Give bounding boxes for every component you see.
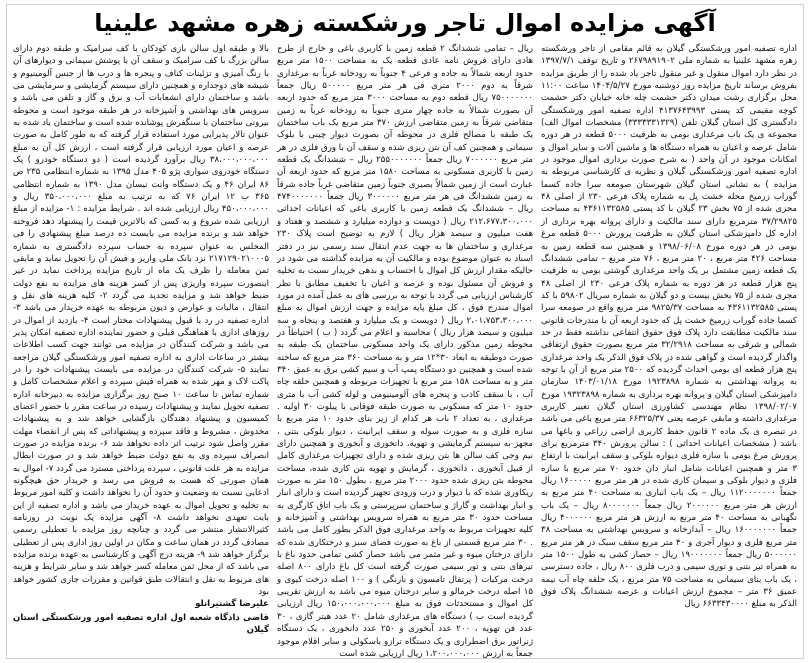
auction-notice — [6, 4, 804, 659]
column-left-text: بالا و طبقه اول سالن بازی کودکان با کف سرامیک و طبقه دوم دارای سالن بزرگ با کف سرامیک و سقف آن با پوشش سیمانی و دیوارهای آن با رنگ آمیزی و تزئینات کناف و پنجره ها و درب ها از جنس آلومینیوم و شیشه های دوجداره و همچنین دارای سیستم گرمایشی و سرمایشی می باشد و ساختمان دارای انشعابات آب و برق و گاز و تلفن می باشد و سرویس های بهداشتی و آشپزخانه در هر طبقه موجود است و محوطه بیرونی ساختمان با سنگفرش پوشانده شده است و ساختمان یاد شده به عنوان تالار پذیرایی مورد استفاده قرار گرفته که به طور کامل به صورت عرصه و اعیان مورد ارزیابی قرار گرفته است ، ارزش کل آن به مبلغ ۳۸،۰۰۰،۰۰۰،۰۰۰ ریال برآورد گردیده است ( دو دستگاه خودرو ) یک دستگاه خودروی سواری پژو ۴۰۵ مدل ۱۳۹۵ به شماره انتظامی ۲۳۵ ص ۸۶ ایران ۴۶ و یک دستگاه وانت نیسان مدل ۱۳۹۰ به شماره انتظامی ۳۶۵ ب ۱۲ ایران ۷۶ که به ترتیب به مبلغ ۳۵۰،۰۰۰،۰۰۰ ریال و ۴۵۰،۰۰۰،۰۰۰ ریال ارزیابی شده اند . شرایط مزایده : ۱- مزایده از مبلغ ارزیابی شده شروع و به کسی که بالاترین قیمت را پیشنهاد دهد فروخته خواهد شد و برنده مزایده می بایست ده درصد مبلغ پیشنهادی را فی المجلس به عنوان سپرده به حساب سپرده دادگستری به شماره ۲۱۷۱۲۹۰۲۱۰۰۰۵ نزد بانک ملی واریز و فیش آن را تحویل نماید و مابقی ثمن معامله را ظرف یک ماه از تاریخ مزایده پرداخت نماید در غیر اینصورت سپرده واریزی پس از کسر هزینه های مزایده به نفع دولت ضبط خواهد شد و مزایده تجدید می گردد ۲- کلیه هزینه های نقل و انتقال ، مالیات و عوارض و دیون مربوطه به عهده خریدار می باشد ۳- اداره تصفیه در رد یا قبول پیشنهادات مختار است ۴- بازدید از اموال در روزهای اداری با هماهنگی قبلی و حضور نماینده اداره تصفیه امکان پذیر می باشد و شرکت کنندگان در مزایده می توانند جهت کسب اطلاعات بیشتر در ساعات اداری به اداره تصفیه امور ورشکستگی گیلان مراجعه نمایند ۵- شرکت کنندگان در مزایده می بایست پیشنهادات خود را در پاکت لاک و مهر شده به همراه فیش سپرده و اعلام مشخصات کامل و شماره تماس تا ساعت ۱۰ صبح روز برگزاری مزایده به دبیرخانه اداره تصفیه تحویل نمایند و پیشنهادات رسیده در ساعت مقرر با حضور اعضای کمیسیون و پیشنهاد دهندگان بازگشایی خواهد شد و به پیشنهادات مخدوش ، مشروط و فاقد سپرده و پیشنهاداتی که پس از انقضاء مهلت مقرر واصل شود ترتیب اثر داده نخواهد شد ۶- برنده مزایده در صورت انصراف سپرده وی به نفع دولت ضبط خواهد شد و در صورت ابطال مزایده به هر علت قانونی ، سپرده پرداختی مسترد می گردد ۷- اموال به همان صورتی که هست به فروش می رسد و خریدار حق هیچگونه ادعایی نسبت به وضعیت و حدود آن را نخواهد داشت و کلیه امور مربوط به تخلیه و تحویل اموال به عهده خریدار می باشد و اداره تصفیه از این بابت تعهدی نخواهد داشت ۸- آگهی مزایده یک نوبت در روزنامه کثیرالانتشار منتشر می گردد و چنانچه روز مزایده با تعطیلی رسمی مصادف گردد در همان ساعت و مکان در اولین روز اداری پس از تعطیلی برگزار خواهد شد ۹- هزینه درج آگهی و کارشناسی به عهده برنده مزایده می باشد که از محل ثمن معامله کسر خواهد شد و سایر شرایط و هزینه های مربوط به نقل و انتقالات طبق قوانین و مقررات جاری کشور خواهد بود — [13, 44, 270, 598]
column-middle — [277, 43, 534, 659]
notice-columns — [7, 43, 803, 659]
column-middle-text: ریال – تمامی ششدانگ ۲ قطعه زمین با کاربری باغی و خارج از طرح هادی دارای فروش نامه عادی قطعه یک به مساحت ۱۵۰۰ متر مربع حدود اربعه شمالاً به جاده و فرعی ۴ جنوباً به رودخانه غرباً به مرغداری شرقاً به دوم ۲۰۰۰ متری فی هر متر مربع ۵۰۰۰۰۰ ریال جمعاً ۷۵۰۰۰۰۰۰۰ ریال قطعه دوم به مساحت ۳۰۰۰ متر مربع که حدود اربعه آن بصورت شمالاً به جاده چهار متری جنوباً به رودخانه غرباً به زمین متقاضی شرقاً به زمین متقاضی ارزش ۳۷۰ متر مربع یک باب ساختمان یک طبقه با مصالح فلزی در محوطه آن بصورت دیوار چینی با بلوک سیمانی و همچنین کف آن بتن ریزی شده و سقف آن با ورق فلزی در هر متر مربع ۷۰۰۰۰۰۰ ریال جمعاً ۲۵۵۰۰۰۰۰۰۰ ریال – ششدانگ یک قطعه زمین با کاربری مسکونی به مساحت ۱۵۸۰ متر مربع که حدود اربعه آن عبارت است از زمین شمالاً بصیری جنوباً زمین متقاضی غرباً جاده شرقاً به زمین ششدانگ فی هر متر مربع ۳۰۰۰۰۰۰ ریال جمعاً ۴۷۴۰۰۰۰۰۰۰ ریال – ششدانگ یک قطعه زمین با کاربری باغی که اعیانات احداثی ۲۱۲،۶۷۷،۳۰۰،۰۰۰ ریال ( دویست و دوازده میلیارد و ششصد و هفتاد و هفت میلیون و سیصد هزار ریال ) لازم به توضیح است پلاک ۲۳۰ مرغداری و ساختمان ها به جهت عدم انتقال سند رسمی نیز در دفتر اسناد به عنوان موضوع بوده و مالکیت آن به مزایده گذاشته می شود در حالیکه مقدار ارزش کل اموال با احتساب و بدهی خریدار نسبت به تخلیه و فروش آن مسئول بوده و عرصه و اعیان با تخفیف مطابق با نظر کارشناس ارزیابی می گردد با توجه به بررسی های به عمل آمده در مورد اموال مندرج فوق ، کل مبلغ پایه مزایده و جهت ارزش اموال به مبلغ ۲،۰۱،۷۵۳،۳۰۰،۰۰۰ ریال ( دویست و یک میلیارد و هفتصد و پنجاه و سه میلیون و سیصد هزار ریال ) محاسبه و اعلام می گردد ( ب ) احتیاطاً در محوطه زمین مذکور دارای یک واحد مسکونی ساختمان یک طبقه به صورت دوطبقه به ابعاد ۳۰*۱۲ متر و به مساحت ۳۶۰ متر مربع که ساخته شده است و همچنین دو دستگاه پمپ آب و سیم کشی برق به عمق ۳۴۰ متر و به مساحت ۱۵۸ متر مربع با تجهیزات مربوطه و همچنین حلقه چاه آب ، با سقف کاذب و پنجره های آلومینیومی و لوله کشی آب با متری حدود ۱۰ متر که مسکونی به صورت طبقه فوقانی با پیلوت ۳۰ اولیه . مرغداری ، به تعداد ۲ باب هر کدام از زیر بنای حدود ۱۰ متر مربع با سازه فلزی و به صورت سوله و سقف ایرانیت ، دیوار بلوکی بتنی ، مجهز به سیستم گرمایشی و تهویه، دانخوری و آبخوری و همچنین دارای نیم وجی کف سالن ها بتن ریزی شده و دارای تجهیزات مرغداری کامل از قبیل آبخوری ، دانخوری ، گرمایش و تهویه بتن کاری شده، مساحت محوطه بتن ریزی شده حدود ۲۰۰۰ متر مربع . بطول ۱۵۰ متر به صورت ریکاوری شده که با دیوار و درب ورودی تجهیز گردیده است و دارای انبار و انبار بهداشت و گاراژ و ساختمان سرپرستی و یک باب اتاق کارگری به مساحت حدود ۳۰ متر مربع به همراه سرویس بهداشتی و آشپزخانه و کلیه تجهیزات مربوط به واحد مرغداری فوق الذکر بطور کامل می باشد . ۳۰ متر مربع قسمتی از باغ به صورت فضای سبز و درختکاری شده که دارای درختان میوه و غیر مثمر می باشد حصار کشی تمامی حدود باغ با تیرهای بتنی و تور سیمی صورت گرفته است کل باغ دارای ۸۰۰ اصله درخت مرکبات ( پرتقال تامسون و نارنگی ) و ۱۰۰ اصله درخت کیوی و ۱۵ اصله درخت خرمالو و سایر درختان میوه می باشد به ارزش تقریبی کل اموال و مستحدثات فوق به مبلغ ۱۵۰،۰۰۰،۰۰۰،۰۰۰ ریال ارزیابی گردیده است ب ) دستگاه های مرغداری شامل ۲۰ عدد هیتر گازی ، ۳۰ عدد فن تهویه ، ۲۰۰ عدد آبخوری و ۲۵۰ عدد دانخوری ، یک دستگاه ژنراتور برق اضطراری و یک دستگاه ترازو باسکولی و سایر اقلام موجود جمعاً به ارزش ۱،۲۰۰،۰۰۰،۰۰۰ ریال ارزیابی شده است — [277, 44, 534, 659]
column-right — [541, 43, 797, 647]
column-right-text: اداره تصفیه امور ورشکستگی گیلان به قائم مقامی از تاجر ورشکسته زهره مشهد علینیا به شماره ملی ۲۶۷۹۸۹۱۹۰۲ و تاریخ توقف ۱۳۹۷/۷/۱ در نظر دارد اموال منقول و غیر منقول تاجر یاد شده را از طریق مزایده بفروش برساند تاریخ مزایده روز دوشنبه مورخ ۱۴۰۴/۵/۲۷ ساعت ۱۱:۰۰ محل برگزاری رشت میدان دکتر حشمت چله خانه خیابان دکتر حشمت کوچه مقیمی کد پستی ۴۱۳۷۶۴۳۹۹۳ اداره تصفیه امور ورشکستگی دادگستری کل استان گیلان تلفن (۳۳۳۳۳۳۱۳۲۹) مشخصات اموال الف) مجموعه ی یک باب مرغداری بومی به ظرفیت ۵۰۰۰ قطعه در هر دوره شامل عرصه و اعیان به همراه دستگاه ها و ماشین آلات و سایر اموال و امکانات موجود در آن واحد ( به شرح صورت برداری اموال موجود در اداره تصفیه امور ورشکستگی گیلان و نظریه ی کارشناسی مربوطه به مزایده ) به نشانی استان گیلان شهرستان صومعه سرا جاده کسما گوراب زرمیخ محله خشت پل به شماره پلاک فرعی ۲۳۰ از اصلی ۴۸ مجزی شده از ۷۵ بخش ۲۳ گیلان با کد پستی ۴۳۶۱۱۳۲۵۸۵ به مساحت ۳۷/۲۹۸۲۵ مترمربع دارای سند مالکیت و دارای پروانه بهره برداری از اداره کل دامپزشکی استان گیلان به ظرفیت پرورش ۵۰۰۰ قطعه مرغ بومی در هر دوره مورخ ۱۳۹۸/۰۶/۰۸ و همچنین سه قطعه زمین به مساحت ۴۲۶ متر مربع ، ۲۰ متر مربع ، ۷۶ متر مربع – تمامی ششدانگ یک قطعه زمین مشتمل بر یک واحد مرغداری گوشتی بومی به ظرفیت پنج هزار قطعه در هر دوره به شماره پلاک فرعی ۲۳۰ از اصلی ۴۸ مجزی شده از ۷۵ بخش بیست و دو گیلان به شماره سریال ۵۹۸۰۲ با کد پستی ۴۳۶۱۱۳۲۵۸۵ به مساحت ۹۸۲۵/۳۷ متر مربع واقع در صومعه سرا کسما جاده گوراب زرمیخ خشت پل که حدود اربعه آن با مندرجات قانونی سند مالکیت مطابقت دارد پلاک فوق حقوق انتفاعی نداشته فقط در حد شمالی و شرقی به مساحت ۳۲/۲۹۱۸ متر مربع بصورت حقوق ارتفاقی واگذار گردیده است و گواهی شده در پلاک فوق الذکر یک واحد مرغداری پنج هزار قطعه ای بومی احداث گردیده که ۲۵۰۰ متر مربع از آن با توجه به پروانه بهداشتی به شماره ۱۹۲۳۸۹۸ مورخ ۱۴۰۳/۰۱/۱۸ سازمان دامپزشکی استان گیلان و پروانه بهره برداری به شماره ۱۹۳۲۳۸۹۸ مورخ ۱۳۹۸/۰۲/۰۷ نظام مهندسی کشاورزی استان گیلان تغییر کاربری مرغداری داشته و مابقی عرصه یعنی ۶۶۳۲۵/۳۷ متر مربع باغی می باشد در تبصره ی یک ماده ۲ قانون حفظ کاربری اراضی زراعی و باغها می باشد ( مشخصات اعیانات احداثی ) : سالن پرورش ۳۴۰ مترمربع برای پرورش مرغ بومی با سازه فلزی دیواره بلوکی و سقف ایرانیت با ارتفاع ۳ متر و همچنین اعیانات شامل انبار دان حدود ۷۰ متر مربع با سازه فلزی و دیوار بلوکی و سیمان کاری شده در هر متر مربع ۱۶۰۰۰۰۰ ریال جمعاً ۱۱۲۰۰۰۰۰۰۰ ریال – یک باب انباری به مساحت ۴۰ متر مربع به ارزش هر متر مربع ۲۰۰۰۰۰۰ ریال جمعاً ۸۰۰۰۰۰۰۰ ریال – یک باب نگهبانی به مساحت ۴۰ متر مربع به ارزش هر متر مربع ۴۰۰۰۰۰۰ ریال جمعاً ۱۶۰۰۰۰۰۰۰ ریال – آبدارخانه و سرویس بهداشتی به مساحت ۳۸ متر مربع فلزی و دیوار آجری و ۴۰ متر مربع سقف سبک در هر متر مربع ۵۰۰۰۰۰۰ ریال جمعاً ۱۹۰۰۰۰۰۰۰ ریال – حصار کشی به طول ۱۵۰۰ متر به همراه تیر بتنی و توری سیمی و درب فلزی ۸۰۰ ریال ، جاده دسترسی ، یک باب بنای سیمانی به مساحت ۷۵ متر مربع ، یک حلقه چاه آب نیمه عمیق ۳۶ متر – مجموع ارزش اعیانات و عرصه ششدانگ پلاک فوق الذکر به مبلغ ۶۶۳۳۴۳۰۰۰۰ ریال — [541, 44, 797, 610]
notice-title: آگهی مزایده اموال تاجر ورشکسته زهره مشهد علینیا — [94, 9, 716, 37]
column-left — [13, 43, 269, 647]
signature-name: علیرضا گشتیرانلو — [195, 599, 269, 610]
signature-title: قاضی دادگاه شعبه اول اداره تصفیه امور ورشکستگی استان گیلان — [13, 612, 269, 636]
